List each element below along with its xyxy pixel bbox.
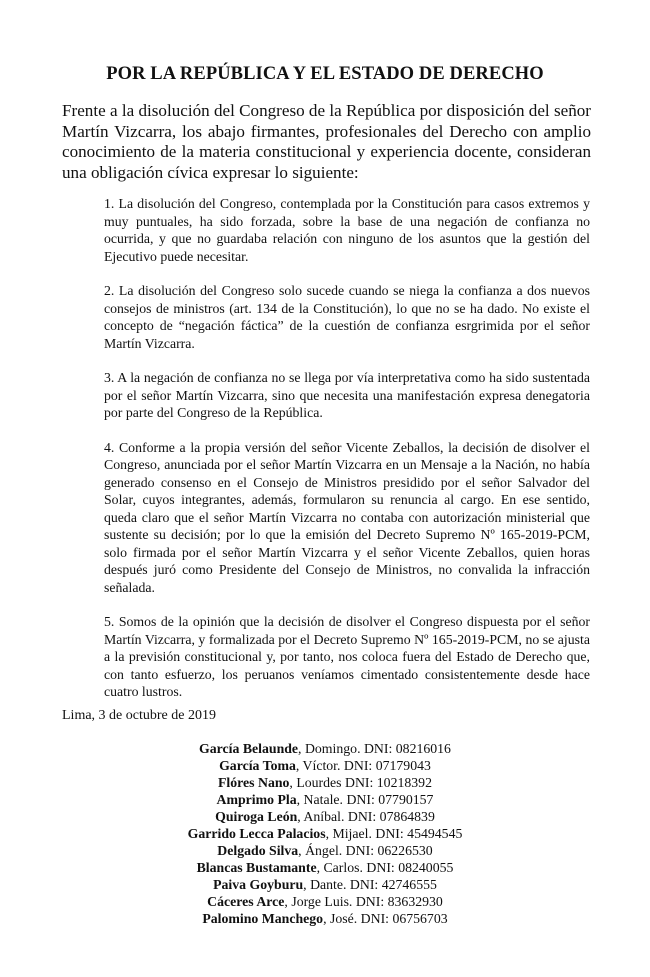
point-paragraph: 5. Somos de la opinión que la decisión de disolver el Congreso dispuesta por el señor Martín Vizcarra, y formalizada por el Decreto Supremo Nº 165-2019-PCM, no se ajusta a la previsión constitucional y, por tanto, nos coloca fuera del Estado de Derecho que, con tanto esfuerzo, los peruanos veníamos cimentado consistentemente desde hace cuatro lustros. [104,614,590,699]
signatory-details: , Carlos. DNI: 08240055 [316,860,454,875]
signatory [100,859,550,876]
signatory [100,791,550,808]
point-paragraph: 3. A la negación de confianza no se llega por vía interpretativa como ha sido sustentada por el señor Martín Vizcarra, sino que necesita una manifestación expresa denegatoria por parte del Congreso de la República. [104,370,590,420]
signatory-details: , Domingo. DNI: 08216016 [298,741,451,756]
signatory-details: , Mijael. DNI: 45494545 [325,826,463,841]
numbered-points [104,195,590,718]
signatory-details: , José. DNI: 06756703 [323,911,448,926]
signatory [100,893,550,910]
signatory-details: , Víctor. DNI: 07179043 [295,758,431,773]
signatory-surname: Blancas Bustamante [196,860,317,875]
signatory-details: , Aníbal. DNI: 07864839 [297,809,435,824]
signatory-details: , Natale. DNI: 07790157 [296,792,434,807]
signatory-surname: García Toma [219,758,296,773]
document-title: POR LA REPÚBLICA Y EL ESTADO DE DERECHO [106,64,544,84]
signatory-details: , Jorge Luis. DNI: 83632930 [284,894,443,909]
date-line: Lima, 3 de octubre de 2019 [62,708,216,723]
point-paragraph: 4. Conforme a la propia versión del señor Vicente Zeballos, la decisión de disolver el Congreso, anunciada por el señor Martín Vizcarra en un Mensaje a la Nación, no había generado consenso en el Consejo de Ministros presidido por el señor Salvador del Solar, cuyos integrantes, además, formularon su renuncia al cargo. En ese sentido, queda claro que el señor Martín Vizcarra no contaba con autorización ministerial que sustente su decisión; por lo que la emisión del Decreto Supremo Nº 165-2019-PCM, solo firmada por el señor Martín Vizcarra y el señor Vicente Zeballos, quien horas después juró como Presidente del Consejo de Ministros, no convalida la infracción señalada. [104,439,590,595]
signatory-details: , Lourdes DNI: 10218392 [289,775,432,790]
signatory [100,910,550,927]
signatory-surname: Paiva Goyburu [213,877,304,892]
signatory-surname: Amprimo Pla [216,792,297,807]
signatory-surname: Flóres Nano [218,775,290,790]
signatory-details: , Ángel. DNI: 06226530 [298,843,433,858]
point-paragraph: 2. La disolución del Congreso solo sucede cuando se niega la confianza a dos nuevos consejos de ministros (art. 134 de la Constitución), lo que no se ha dado. No existe el concepto de “negación fáctica” de la cuestión de confianza esrgrimida por el señor Martín Vizcarra. [104,283,590,351]
signatory [100,825,550,842]
signatory-details: , Dante. DNI: 42746555 [303,877,437,892]
signatory [100,774,550,791]
signatory [100,740,550,757]
signatory-list [100,740,550,927]
intro-paragraph: Frente a la disolución del Congreso de la República por disposición del señor Martín Vizcarra, los abajo firmantes, profesionales del Derecho con amplio conocimiento de la materia constitucional y experiencia docente, consideran una obligación cívica expresar lo siguiente: [62,101,591,182]
signatory [100,842,550,859]
signatory [100,757,550,774]
signatory-surname: Palomino Manchego [202,911,324,926]
signatory-surname: Quiroga León [215,809,298,824]
signatory-surname: Delgado Silva [217,843,299,858]
signatory-surname: Cáceres Arce [207,894,285,909]
signatory [100,808,550,825]
signatory [100,876,550,893]
signatory-surname: García Belaunde [199,741,299,756]
signatory-surname: Garrido Lecca Palacios [187,826,326,841]
point-paragraph: 1. La disolución del Congreso, contemplada por la Constitución para casos extremos y muy puntuales, ha sido forzada, sobre la base de una negación de confianza no ocurrida, y que no guardaba relación con ninguno de los asuntos que la gestión del Ejecutivo puede necesitar. [104,196,590,264]
